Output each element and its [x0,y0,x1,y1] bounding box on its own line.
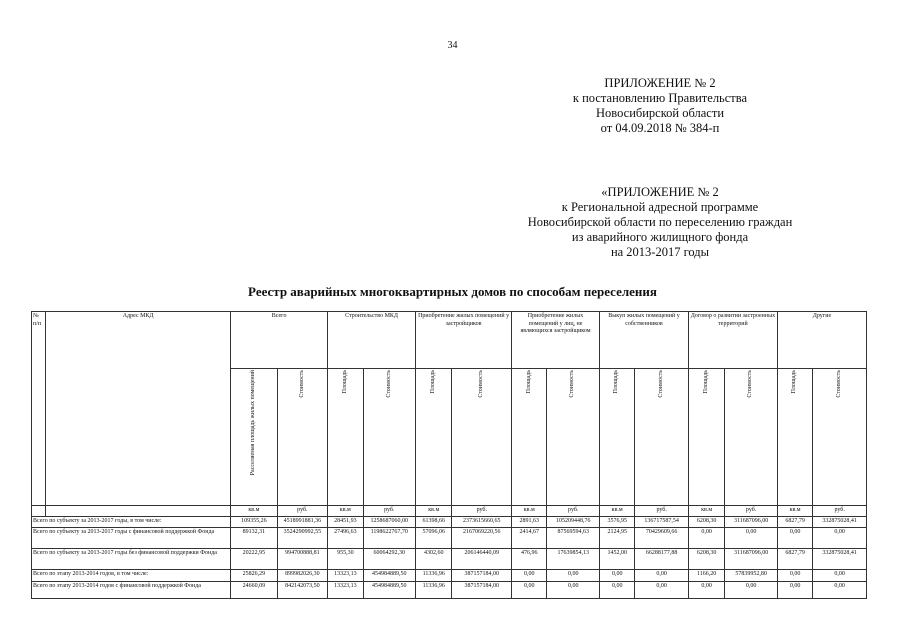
unit-cell: кв.м [231,506,277,517]
row-value: 24660,09 [231,582,277,599]
subheader-cost: Стоимость [725,369,778,506]
row-value: 2167069220,56 [452,528,512,549]
row-value: 0,00 [547,582,600,599]
unit-cell: кв.м [512,506,547,517]
row-value: 61398,66 [416,517,452,528]
subheader-area: Площадь [600,369,635,506]
header-num: № п/п [32,312,46,506]
row-value: 11336,96 [416,582,452,599]
subheader-cost: Стоимость [452,369,512,506]
row-value: 11336,96 [416,570,452,582]
units-row [32,506,867,517]
header-other: Другие [777,312,866,369]
appendix-program-line3: из аварийного жилищного фонда [571,230,749,244]
row-value: 13323,13 [328,582,363,599]
row-value: 454984889,50 [363,570,416,582]
row-value: 994700888,81 [277,549,328,570]
row-value: 0,00 [777,528,812,549]
registry-table [31,311,867,599]
appendix-program-line4: на 2013-2017 годы [610,245,710,259]
row-value: 105209448,76 [547,517,600,528]
row-value: 57839952,80 [725,570,778,582]
row-label: Всего по субъекту за 2013-2017 годы без финансовой поддержки Фонда [32,549,231,570]
units-blank [32,506,46,517]
row-value: 4518991881,36 [277,517,328,528]
unit-cell: руб. [813,506,867,517]
appendix-program-line1: к Региональной адресной программе [561,200,759,214]
row-value: 0,00 [725,582,778,599]
row-value: 454984889,50 [363,582,416,599]
row-value: 66288177,88 [635,549,689,570]
unit-cell: руб. [547,506,600,517]
row-value: 20222,95 [231,549,277,570]
subheader-cost: Стоимость [635,369,689,506]
appendix-program-title: «ПРИЛОЖЕНИЕ № 2 [601,185,719,199]
header-construction: Строительство МКД [328,312,416,369]
row-value: 955,30 [328,549,363,570]
table-row [32,528,867,549]
unit-cell: руб. [635,506,689,517]
row-value: 206146440,09 [452,549,512,570]
row-value: 3576,95 [600,517,635,528]
row-value: 0,00 [635,582,689,599]
row-value: 27496,63 [328,528,363,549]
appendix-decree [510,76,810,136]
header-total: Всего [231,312,328,369]
row-value: 0,00 [547,570,600,582]
row-label: Всего по этапу 2013-2014 годов, в том числе: [32,570,231,582]
unit-cell: руб. [452,506,512,517]
subheader-area: Площадь [688,369,724,506]
table-row [32,582,867,599]
appendix-decree-line2: Новосибирской области [595,106,725,120]
row-value: 1452,00 [600,549,635,570]
header-purchase-developers: Приобретение жилых помещений у застройщиков [416,312,512,369]
row-label: Всего по субъекту за 2013-2017 годы, в том числе: [32,517,231,528]
unit-cell: руб. [363,506,416,517]
row-value: 1198622767,70 [363,528,416,549]
row-value: 0,00 [725,528,778,549]
row-label: Всего по субъекту за 2013-2017 годы с финансовой поддержкой Фонда [32,528,231,549]
row-value: 60064292,30 [363,549,416,570]
row-value: 2891,63 [512,517,547,528]
units-blank [46,506,231,517]
subheader-cost: Стоимость [277,369,328,506]
row-value: 0,00 [512,570,547,582]
header-row [32,312,867,369]
row-value: 332875028,41 [813,517,867,528]
row-value: 89132,31 [231,528,277,549]
row-value: 476,96 [512,549,547,570]
header-buyout: Выкуп жилых помещений у собственников [600,312,689,369]
appendix-decree-line3: от 04.09.2018 № 384-п [600,121,720,135]
appendix-program [510,185,810,260]
row-value: 70429609,66 [635,528,689,549]
row-value: 0,00 [813,570,867,582]
row-value: 1166,20 [688,570,724,582]
row-value: 136717587,54 [635,517,689,528]
header-purchase-other: Приобретение жилых помещений у лиц, не являющихся застройщиком [512,312,600,369]
appendix-decree-title: ПРИЛОЖЕНИЕ № 2 [604,76,716,90]
subheader-cost: Стоимость [813,369,867,506]
unit-cell: руб. [277,506,328,517]
appendix-program-line2: Новосибирской области по переселению граждан [527,215,793,229]
header-address: Адрес МКД [46,312,231,506]
row-value: 0,00 [635,570,689,582]
row-value: 332875028,41 [813,549,867,570]
subheader-cost: Стоимость [363,369,416,506]
row-value: 6208,30 [688,549,724,570]
row-value: 0,00 [813,582,867,599]
data-rows [32,517,867,599]
table-row [32,517,867,528]
table-title: Реестр аварийных многоквартирных домов по способам переселения [248,284,657,299]
row-value: 0,00 [600,582,635,599]
table-row [32,549,867,570]
row-value: 0,00 [512,582,547,599]
row-value: 109355,26 [231,517,277,528]
row-value: 6827,79 [777,549,812,570]
subheader-area: Площадь [416,369,452,506]
row-value: 87569594,63 [547,528,600,549]
row-value: 0,00 [813,528,867,549]
page-number: 34 [447,40,458,51]
row-value: 28451,93 [328,517,363,528]
row-value: 311687096,00 [725,517,778,528]
unit-cell: руб. [725,506,778,517]
row-value: 387157184,00 [452,570,512,582]
row-value: 842142073,50 [277,582,328,599]
subheader-area: Площадь [777,369,812,506]
unit-cell: кв.м [600,506,635,517]
subheader-resettled-area: Расселяемая площадь жилых помещений [231,369,277,506]
unit-cell: кв.м [688,506,724,517]
row-value: 0,00 [777,582,812,599]
row-value: 25826,29 [231,570,277,582]
row-value: 0,00 [688,528,724,549]
row-value: 0,00 [777,570,812,582]
row-value: 311687096,00 [725,549,778,570]
row-value: 0,00 [600,570,635,582]
row-value: 2373615660,65 [452,517,512,528]
row-value: 387157184,00 [452,582,512,599]
unit-cell: кв.м [416,506,452,517]
subheader-area: Площадь [512,369,547,506]
row-value: 2124,95 [600,528,635,549]
row-value: 6827,79 [777,517,812,528]
row-value: 4302,60 [416,549,452,570]
row-value: 13323,13 [328,570,363,582]
header-development-agreement: Договор о развитии застроенных территорий [688,312,777,369]
row-value: 1258687060,00 [363,517,416,528]
row-value: 0,00 [688,582,724,599]
row-label: Всего по этапу 2013-2014 годов с финансовой поддержкой Фонда [32,582,231,599]
row-value: 17639854,13 [547,549,600,570]
row-value: 2414,67 [512,528,547,549]
row-value: 6208,30 [688,517,724,528]
row-value: 899982026,30 [277,570,328,582]
unit-cell: кв.м [328,506,363,517]
subheader-area: Площадь [328,369,363,506]
subheader-cost: Стоимость [547,369,600,506]
row-value: 57096,06 [416,528,452,549]
table-row [32,570,867,582]
unit-cell: кв.м [777,506,812,517]
row-value: 3524290992,55 [277,528,328,549]
appendix-decree-line1: к постановлению Правительства [572,91,748,105]
